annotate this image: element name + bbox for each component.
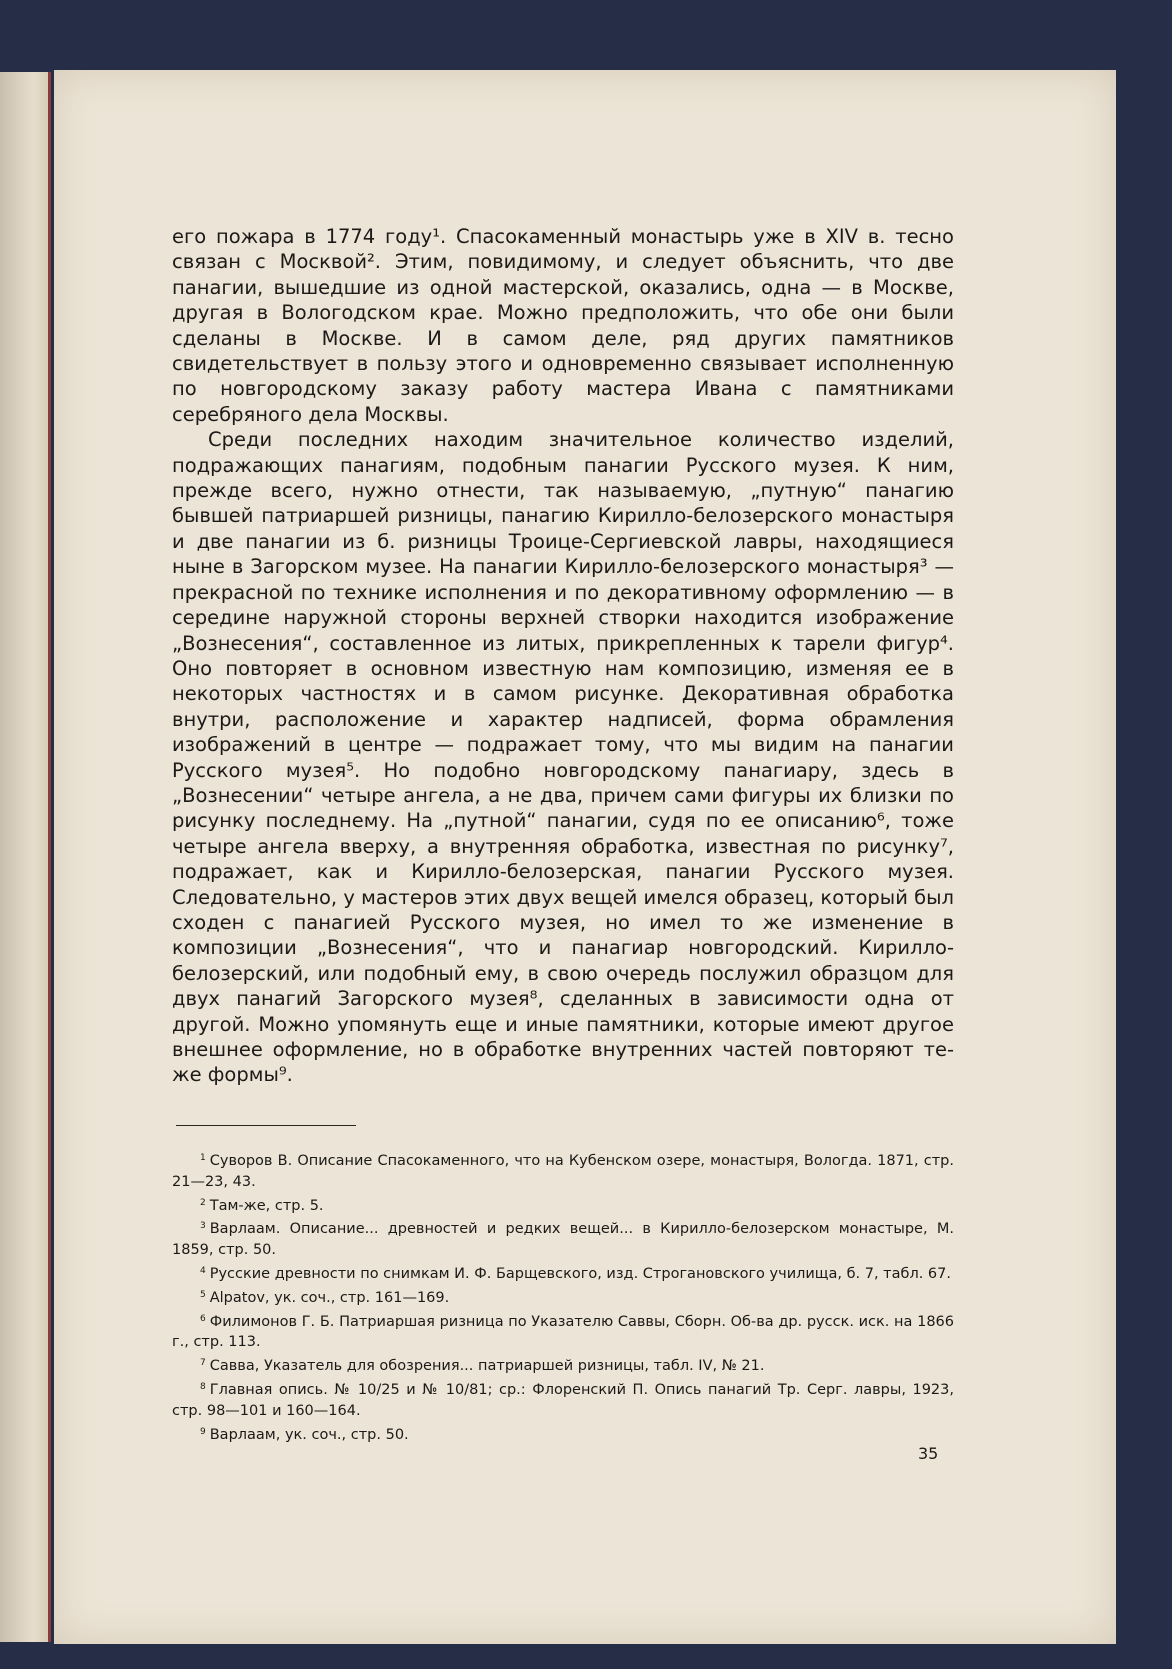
footnote-text: Там-же, стр. 5. <box>209 1197 324 1214</box>
footnote-number: 5 <box>200 1289 206 1300</box>
footnote-text: Главная опись. № 10/25 и № 10/81; ср.: Флоренский П. Опись панагий Тр. Серг. лавры, 1923, стр. 98—101 и 160—164. <box>172 1381 954 1419</box>
footnote <box>172 1261 954 1285</box>
footnote-text: Варлаам, ук. соч., стр. 50. <box>209 1426 409 1443</box>
footnote-number: 1 <box>200 1153 206 1163</box>
footnote-text: Варлаам. Описание... древностей и редких вещей... в Кирилло-белозерском монастыре, М. 1859, стр. 50. <box>172 1221 954 1259</box>
footnote <box>172 1353 954 1377</box>
footnote-number: 6 <box>200 1313 206 1324</box>
footnote-number: 9 <box>200 1426 206 1437</box>
previous-page-edge <box>0 72 51 1642</box>
footnote-number: 3 <box>200 1221 206 1232</box>
paragraph: его пожара в 1774 году¹. Спасокаменный монастырь уже в XIV в. тесно связан с Москвой². Этим, повидимому, и следует объяснить, что две панагии, вышедшие из одной мастерской, оказались, одна — в Москве, другая в Вологодском крае. Можно предположить, что обе они были сделаны в Москве. И в самом деле, ряд других памятников свидетельствует в пользу этого и одновременно связывает исполненную по новгородскому заказу работу мастера Ивана с памятниками серебряного дела Москвы. <box>172 225 954 426</box>
footnote-text: Alpatov, ук. соч., стр. 161—169. <box>209 1289 450 1306</box>
paragraph: Среди последних находим значительное количество изделий, подражающих панагиям, подобным панагии Русского музея. К ним, прежде всего, нужно отнести, так называемую, „путную“ панагию бывшей патриаршей ризницы, панагию Кирилло-белозерского монастыря и две панагии из б. ризницы Троице-Сергиевской лавры, находящиеся ныне в Загорском музее. На панагии Кирилло-белозерского монастыря³ — прекрасной по технике исполнения и по декоративному оформлению — в середине наружной стороны верхней створки находится изображение „Вознесения“, составленное из литых, прикрепленных к тарели фигур⁴. Оно повторяет в основном известную нам композицию, изменяя ее в некоторых частностях и в самом рисунке. Декоративная обработка внутри, расположение и характер надписей, форма обрамления изображений в центре — подражает тому, что мы видим на панагии Русского музея⁵. Но подобно новгородскому панагиару, здесь в „Вознесении“ четыре ангела, а не два, причем сами фигуры их близки по рисунку последнему. На „путной“ панагии, судя по ее описанию⁶, тоже четыре ангела вверху, а внутренняя обработка, известная по рисунку⁷, подражает, как и Кирилло-белозерская, панагии Русского музея. Следовательно, у мастеров этих двух вещей имелся образец, который был сходен с панагией Русского музея, но имел то же изменение в композиции „Вознесения“, что и панагиар новгородский. Кирилло-белозерский, или подобный ему, в свою очередь послужил образцом для двух панагий Загорского музея⁸, сделанных в зависимости одна от другой. Можно упомянуть еще и иные памятники, которые имеют другое внешнее оформление, но в обработке внутренних частей повторяют те-же формы⁹. <box>172 428 954 1087</box>
page-number: 35 <box>918 1444 939 1463</box>
footnote-text: Суворов В. Описание Спасокаменного, что на Кубенском озере, монастыря, Вологда. 1871, стр. 21—23, 43. <box>172 1153 954 1190</box>
footnotes <box>172 1148 954 1445</box>
main-text <box>172 224 954 1088</box>
footnote-number: 2 <box>200 1197 206 1208</box>
footnote <box>172 1193 954 1217</box>
footnote <box>172 1422 954 1446</box>
footnote <box>172 1148 954 1193</box>
footnote-text: Филимонов Г. Б. Патриаршая ризница по Указателю Саввы, Сборн. Об-ва др. русск. иск. на 1866 г., стр. 113. <box>172 1313 954 1351</box>
footnote-text: Русские древности по снимкам И. Ф. Барщевского, изд. Строгановского училища, б. 7, табл. 67. <box>209 1265 951 1282</box>
footnote <box>172 1285 954 1309</box>
footnote-text: Савва, Указатель для обозрения... патриаршей ризницы, табл. IV, № 21. <box>209 1358 765 1375</box>
footnote-number: 4 <box>200 1265 206 1276</box>
footnote-number: 8 <box>200 1381 206 1392</box>
footnote <box>172 1309 954 1354</box>
footnote-number: 7 <box>200 1358 206 1369</box>
footnote <box>172 1377 954 1422</box>
footnote-separator <box>176 1125 356 1126</box>
footnote <box>172 1216 954 1261</box>
